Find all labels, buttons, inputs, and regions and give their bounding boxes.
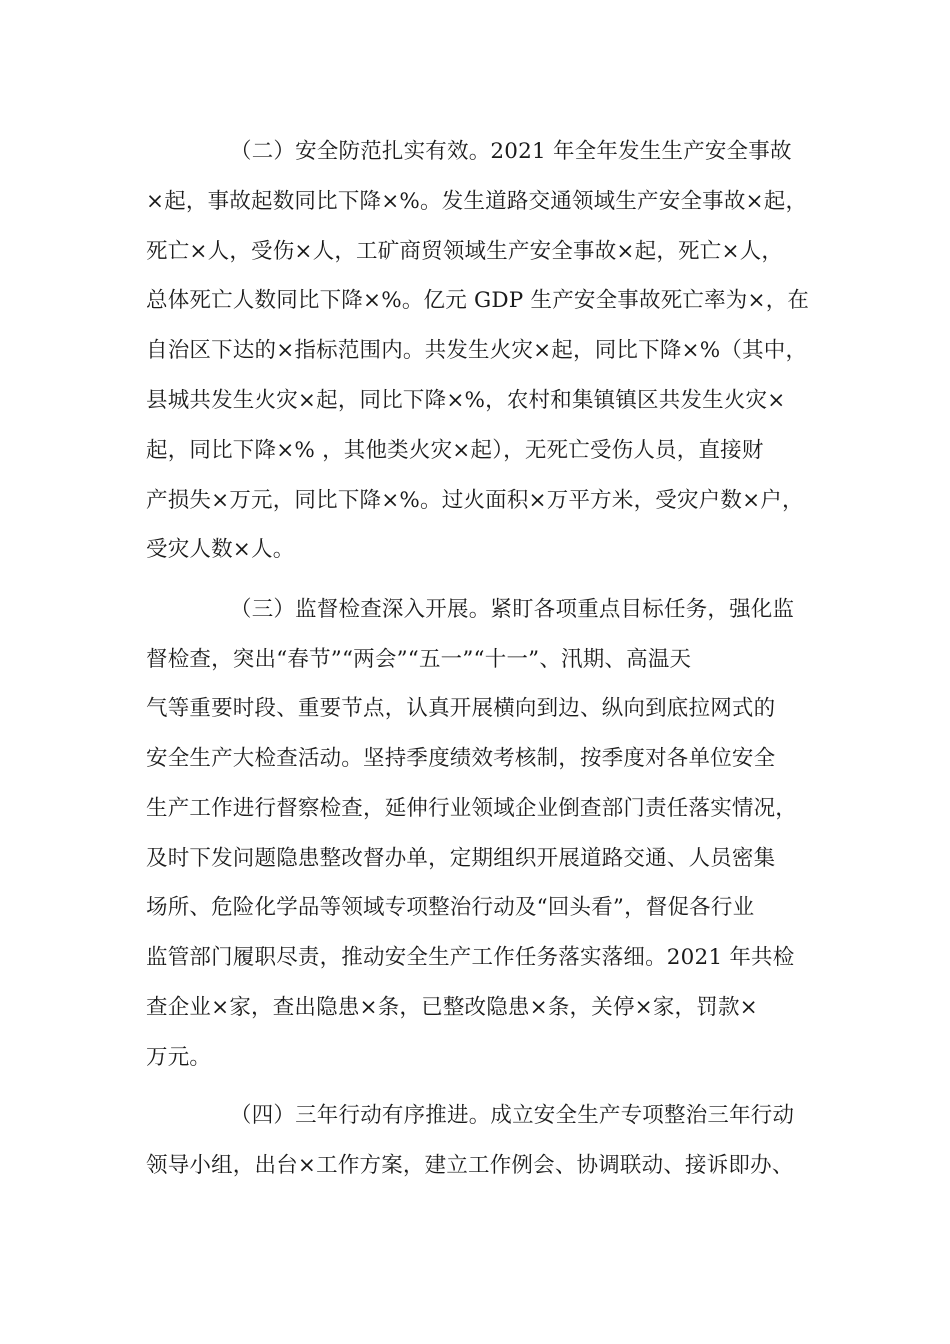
paragraph-3-line-8: 监管部门履职尽责，推动安全生产工作任务落实落细。2021 年共检 bbox=[146, 945, 795, 970]
paragraph-4-line-2: 领导小组，出台×工作方案，建立工作例会、协调联动、接诉即办、 bbox=[146, 1153, 794, 1178]
paragraph-3-line-9: 查企业×家，查出隐患×条，已整改隐患×条，关停×家，罚款× bbox=[146, 995, 758, 1020]
paragraph-2-line-7: 起，同比下降×% ，其他类火灾×起），无死亡受伤人员，直接财 bbox=[146, 438, 764, 463]
paragraph-3-line-1: （三）监督检查深入开展。紧盯各项重点目标任务，强化监 bbox=[230, 597, 795, 622]
paragraph-2-line-4: 总体死亡人数同比下降×%。亿元 GDP 生产安全事故死亡率为×，在 bbox=[146, 288, 810, 313]
paragraph-2-line-6: 县城共发生火灾×起，同比下降×%，农村和集镇镇区共发生火灾× bbox=[146, 388, 786, 413]
paragraph-2-line-8: 产损失×万元，同比下降×%。过火面积×万平方米，受灾户数×户， bbox=[146, 488, 804, 513]
paragraph-4-line-1: （四）三年行动有序推进。成立安全生产专项整治三年行动 bbox=[230, 1103, 795, 1128]
paragraph-3-line-6: 及时下发问题隐患整改督办单，定期组织开展道路交通、人员密集 bbox=[146, 846, 776, 871]
paragraph-3-line-10: 万元。 bbox=[146, 1045, 212, 1070]
paragraph-3-line-4: 安全生产大检查活动。坚持季度绩效考核制，按季度对各单位安全 bbox=[146, 746, 776, 771]
paragraph-3-line-5: 生产工作进行督察检查，延伸行业领域企业倒查部门责任落实情况， bbox=[146, 796, 798, 821]
paragraph-3-line-2: 督检查，突出“春节”“两会”“五一”“十一”、汛期、高温天 bbox=[146, 647, 692, 672]
paragraph-2-line-5: 自治区下达的×指标范围内。共发生火灾×起，同比下降×%（其中， bbox=[146, 338, 808, 363]
paragraph-2-line-1: （二）安全防范扎实有效。2021 年全年发生生产安全事故 bbox=[230, 139, 792, 164]
paragraph-2-line-9: 受灾人数×人。 bbox=[146, 537, 295, 562]
paragraph-3-line-3: 气等重要时段、重要节点，认真开展横向到边、纵向到底拉网式的 bbox=[146, 696, 776, 721]
paragraph-2-line-2: ×起，事故起数同比下降×%。发生道路交通领域生产安全事故×起， bbox=[146, 189, 808, 214]
paragraph-2-line-3: 死亡×人，受伤×人，工矿商贸领域生产安全事故×起，死亡×人， bbox=[146, 239, 784, 264]
paragraph-3-line-7: 场所、危险化学品等领域专项整治行动及“回头看”，督促各行业 bbox=[146, 895, 755, 920]
